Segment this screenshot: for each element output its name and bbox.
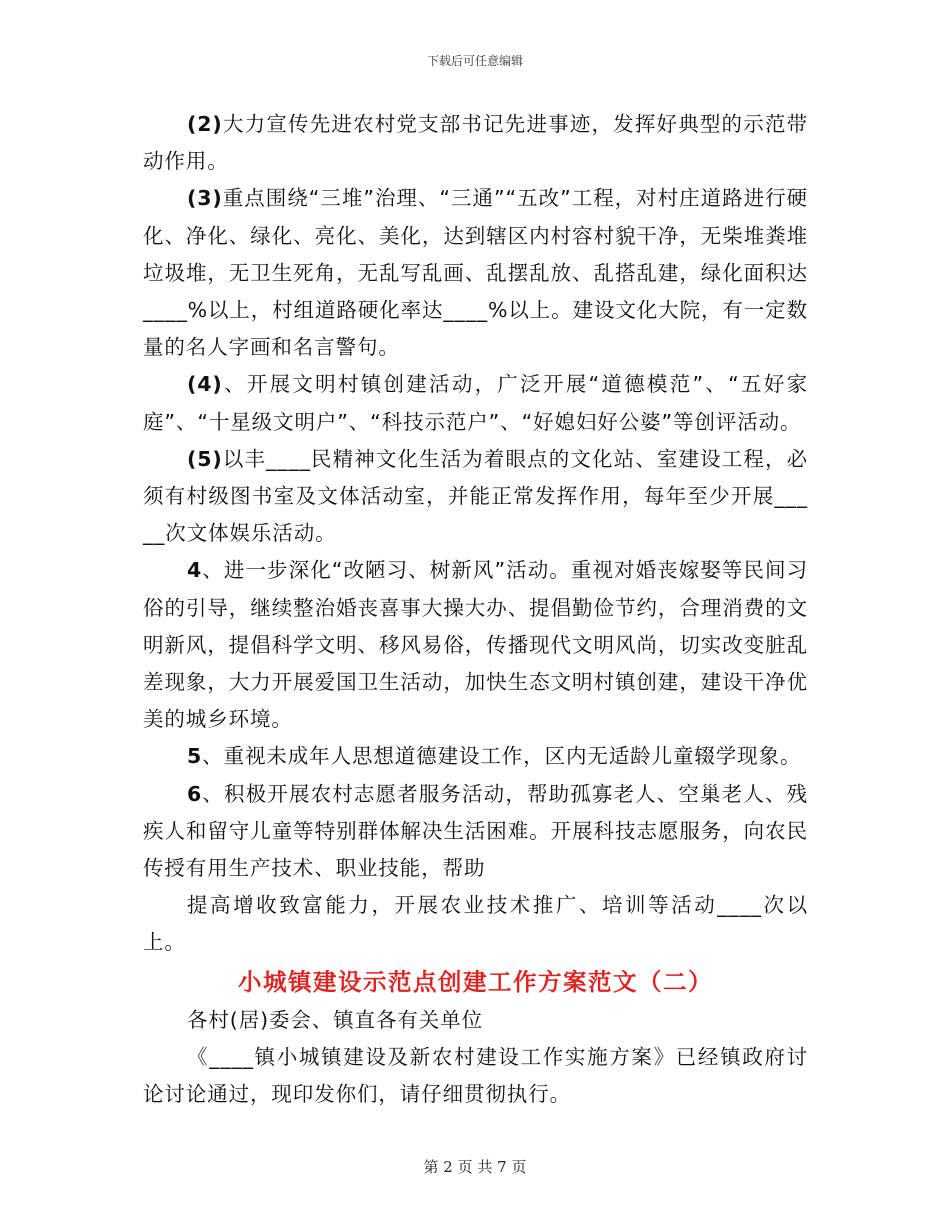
item-number: 4: [187, 558, 203, 583]
document-body: [143, 106, 808, 1113]
page-footer: 第 2 页 共 7 页: [423, 1158, 527, 1176]
paragraph-section-4: [143, 552, 808, 738]
paragraph-continuation: 提高增收致富能力，开展农业技术推广、培训等活动____次以上。: [143, 893, 808, 955]
paragraph-item-3: [143, 180, 808, 366]
item-number: 6: [187, 781, 203, 806]
paragraph-text: 、积极开展农村志愿者服务活动，帮助孤寡老人、空巢老人、残疾人和留守儿童等特别群体解决生活困难。开展科技志愿服务，向农民传授有用生产技术、职业技能，帮助: [143, 781, 808, 881]
paragraph-item-2: [143, 106, 808, 180]
item-number: (3): [187, 186, 223, 211]
addressee-line: 各村(居)委会、镇直各有关单位: [187, 1007, 483, 1032]
paragraph-section-5: [143, 738, 808, 775]
paragraph-section-6: [143, 776, 808, 888]
item-number: (4): [187, 372, 223, 397]
paragraph-text: 、开展文明村镇创建活动，广泛开展“道德模范”、“五好家庭”、“十星级文明户”、“科技示范户”、“好媳妇好公婆”等创评活动。: [143, 372, 808, 434]
item-number: 5: [187, 744, 203, 769]
item-number: (5): [187, 446, 223, 471]
paragraph-text: 重点围绕“三堆”治理、“三通”“五改”工程，对村庄道路进行硬化、净化、绿化、亮化、美化，达到辖区内村容村貌干净，无柴堆粪堆垃圾堆，无卫生死角，无乱写乱画、乱摆乱放、乱搭乱建，绿化面积达____%以上，村组道路硬化率达____%以上。建设文化大院，有一定数量的名人字画和名言警句。: [143, 186, 808, 360]
page-header: 下载后可任意编辑: [426, 54, 523, 68]
item-number: (2): [187, 112, 223, 136]
section-title: 小城镇建设示范点创建工作方案范文（二）: [238, 967, 713, 996]
paragraph-text: 大力宣传先进农村党支部书记先进事迹，发挥好典型的示范带动作用。: [143, 112, 808, 174]
paragraph-text: 、进一步深化“改陋习、树新风”活动。重视对婚丧嫁娶等民间习俗的引导，继续整治婚丧喜事大操大办、提倡勤俭节约，合理消费的文明新风，提倡科学文明、移风易俗，传播现代文明风尚，切实改变脏乱差现象，大力开展爱国卫生活动，加快生态文明村镇创建，建设干净优美的城乡环境。: [143, 558, 808, 732]
paragraph-item-4: [143, 366, 808, 440]
paragraph-text: 、重视未成年人思想道德建设工作，区内无适龄儿童辍学现象。: [202, 744, 802, 769]
paragraph-text: 以丰____民精神文化生活为着眼点的文化站、室建设工程，必须有村级图书室及文体活动室，并能正常发挥作用，每年至少开展_____次文体娱乐活动。: [143, 446, 808, 546]
paragraph-item-5: [143, 441, 808, 553]
notice-paragraph: 《____镇小城镇建设及新农村建设工作实施方案》已经镇政府讨论讨论通过，现印发你们，请仔细贯彻执行。: [143, 1044, 808, 1107]
